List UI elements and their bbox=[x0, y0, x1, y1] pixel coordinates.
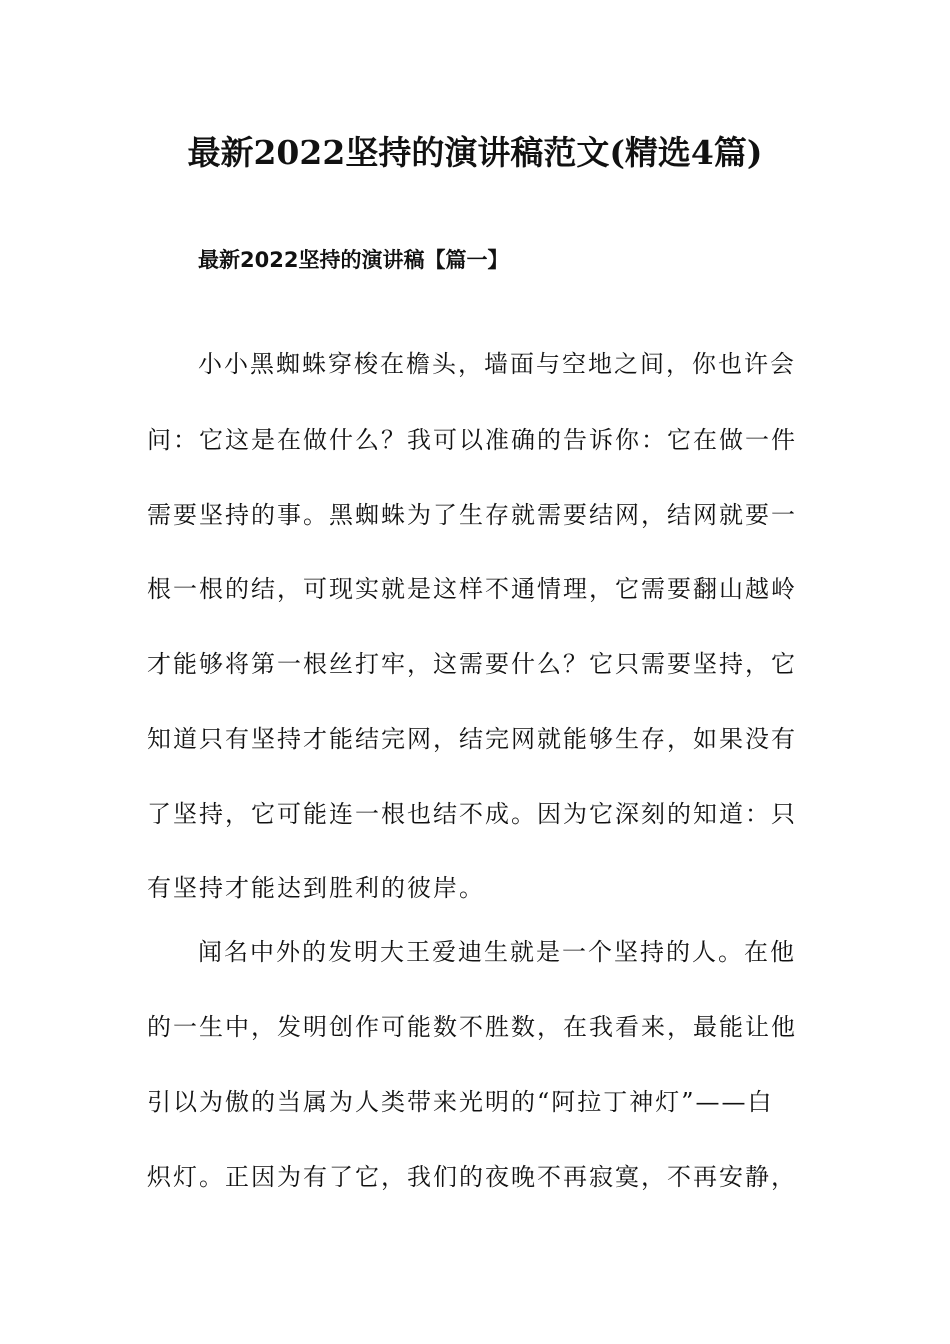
paragraph-line: 炽灯。正因为有了它，我们的夜晚不再寂寞，不再安静， bbox=[147, 1163, 797, 1191]
paragraph-line: 引以为傲的当属为人类带来光明的“阿拉丁神灯”——白 bbox=[147, 1088, 774, 1116]
paragraph-line: 根一根的结，可现实就是这样不通情理，它需要翻山越岭 bbox=[147, 575, 797, 603]
paragraph-line: 了坚持，它可能连一根也结不成。因为它深刻的知道：只 bbox=[147, 800, 797, 828]
paragraph-line: 问：它这是在做什么？我可以准确的告诉你：它在做一件 bbox=[147, 426, 797, 454]
document-title: 最新2022坚持的演讲稿范文(精选4篇) bbox=[187, 133, 763, 172]
paragraph-line: 才能够将第一根丝打牢，这需要什么？它只需要坚持，它 bbox=[147, 650, 797, 678]
paragraph-line: 有坚持才能达到胜利的彼岸。 bbox=[147, 874, 485, 902]
section-heading: 最新2022坚持的演讲稿【篇一】 bbox=[198, 248, 509, 272]
paragraph-line: 知道只有坚持才能结完网，结完网就能够生存，如果没有 bbox=[147, 725, 797, 753]
paragraph-line: 小小黑蜘蛛穿梭在檐头，墙面与空地之间，你也许会 bbox=[198, 350, 796, 378]
paragraph-line: 需要坚持的事。黑蜘蛛为了生存就需要结网，结网就要一 bbox=[147, 501, 797, 529]
paragraph-line: 闻名中外的发明大王爱迪生就是一个坚持的人。在他 bbox=[198, 938, 796, 966]
paragraph-line: 的一生中，发明创作可能数不胜数，在我看来，最能让他 bbox=[147, 1013, 797, 1041]
